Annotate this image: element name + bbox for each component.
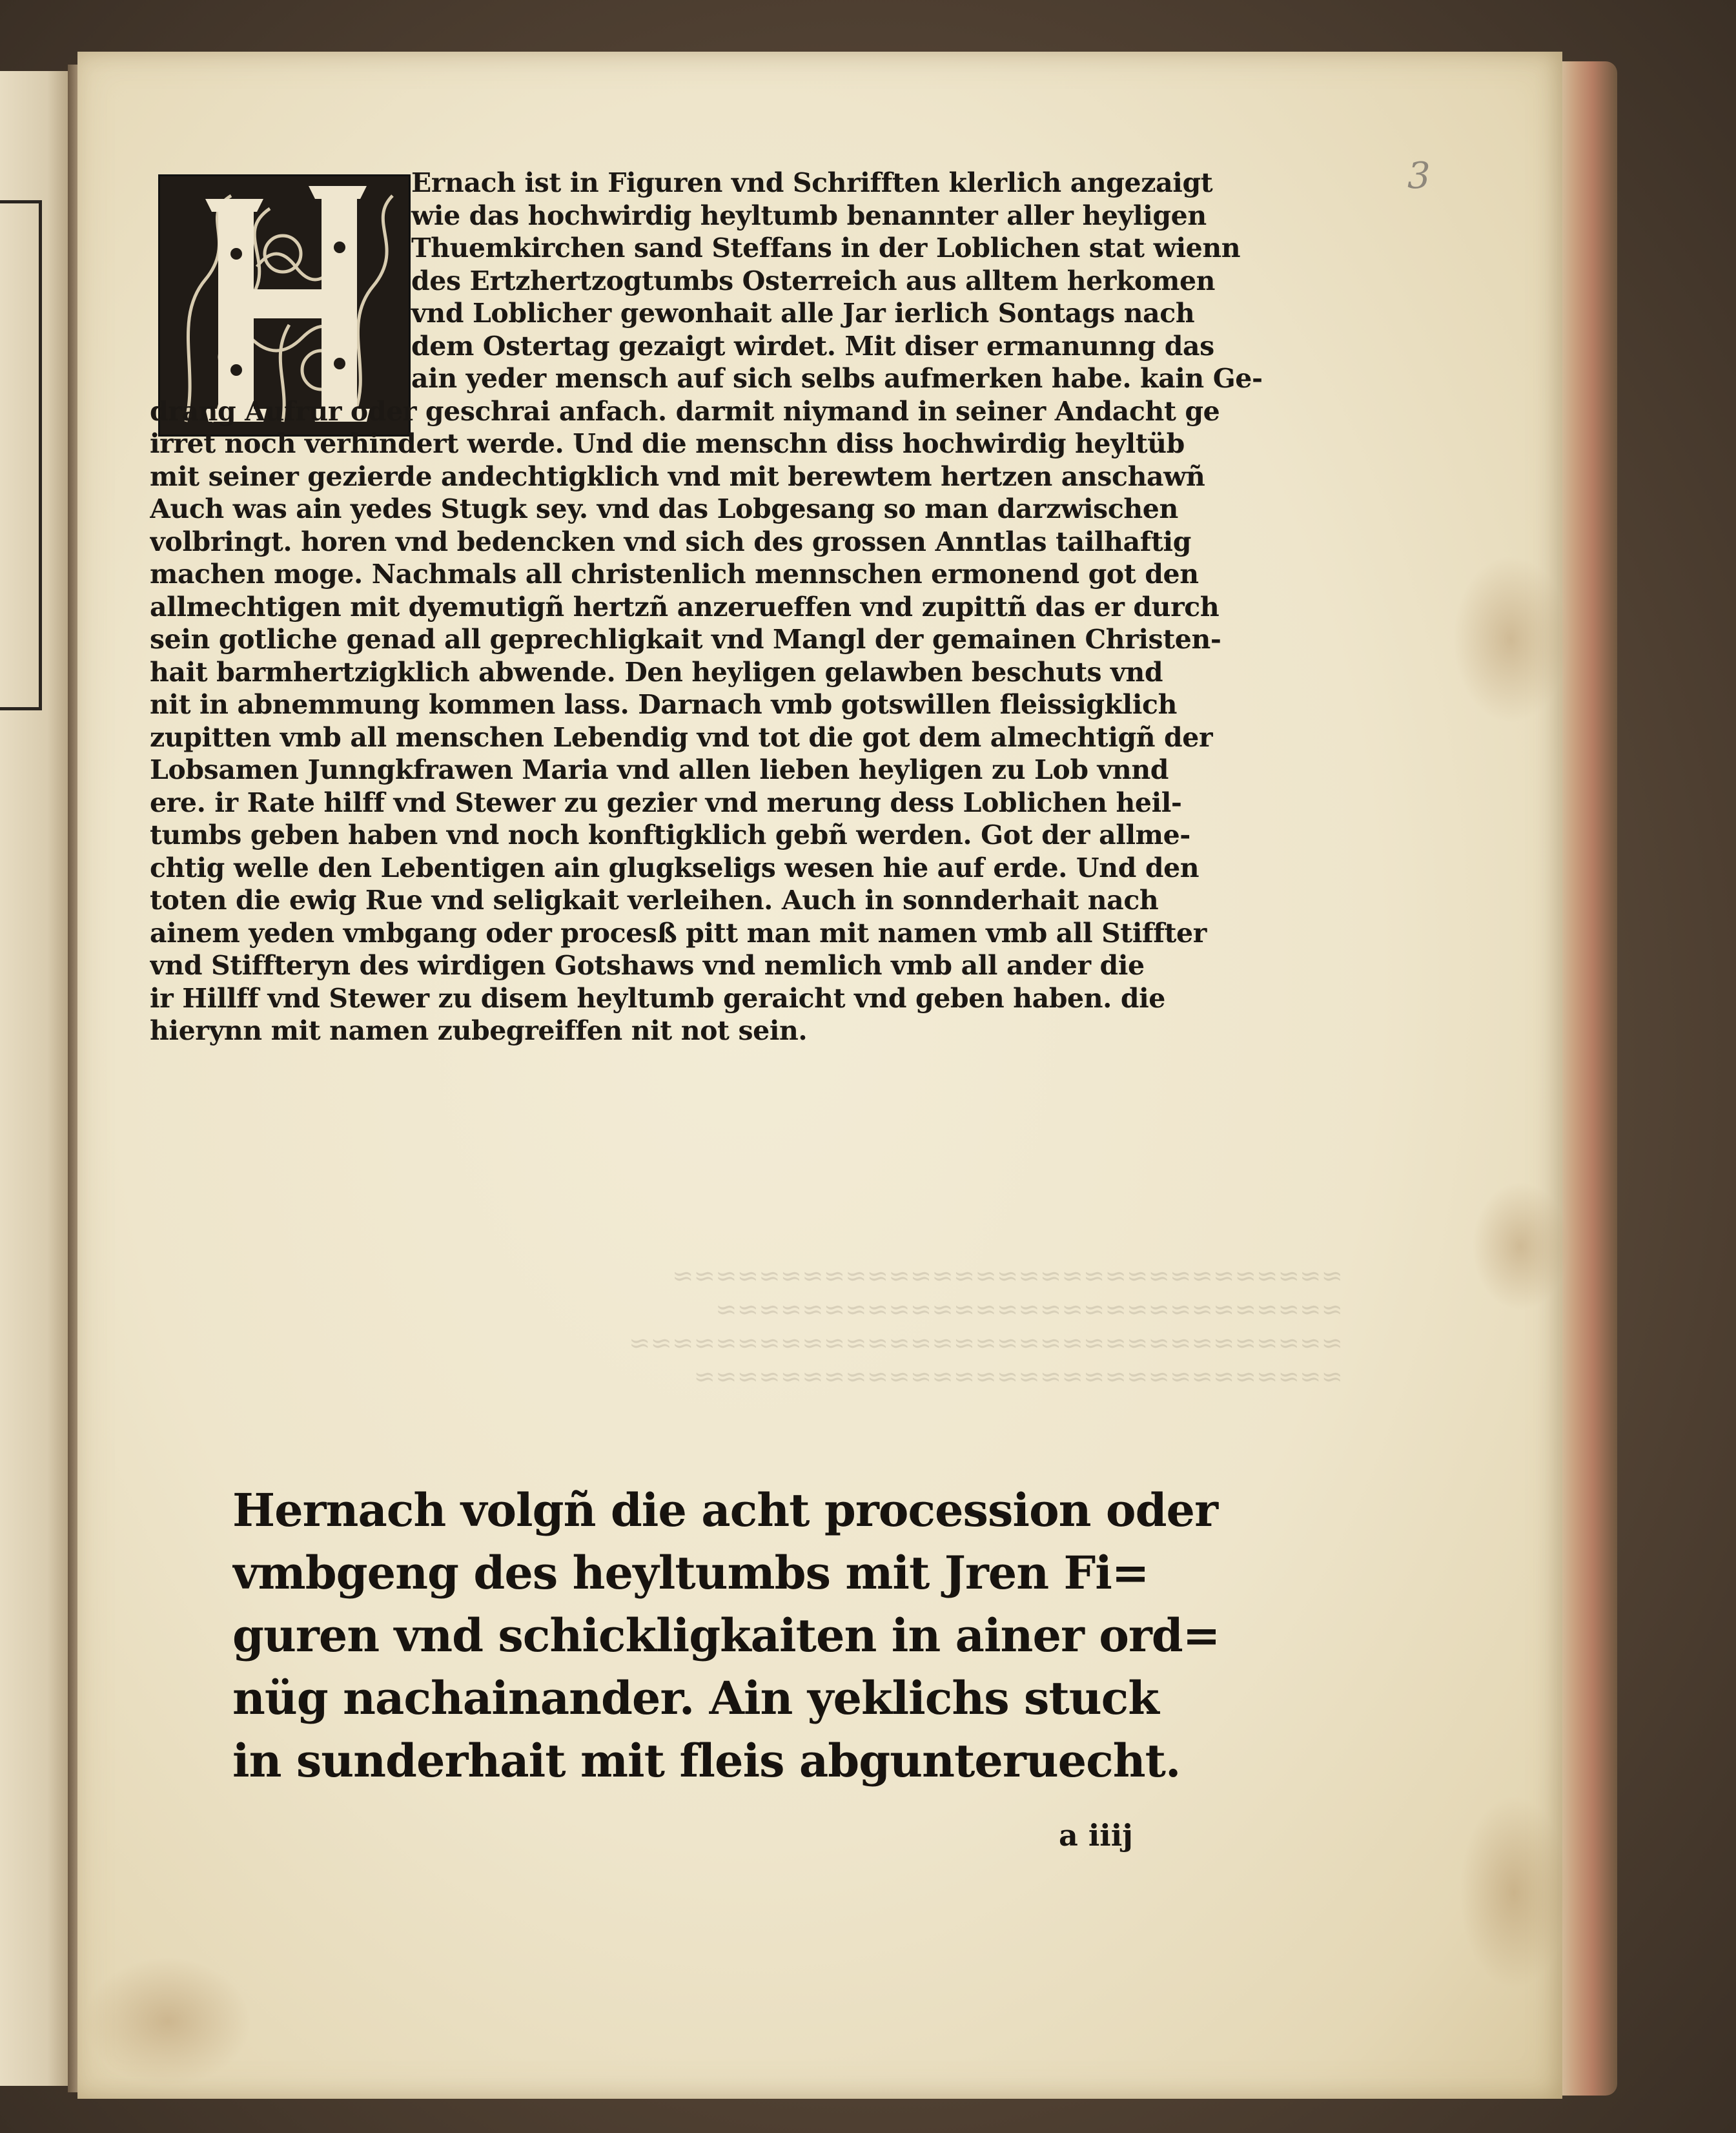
section-heading: [232, 1479, 1304, 1792]
text-line: chtig welle den Lebentigen ain glugkseligs wesen hie auf erde. Und den: [150, 852, 1200, 883]
text-line: ain yeder mensch auf sich selbs aufmerken habe. kain Ge-: [411, 363, 1263, 394]
text-line: vnd Stiffteryn des wirdigen Gotshaws vnd nemlich vmb all ander die: [150, 950, 1145, 981]
text-line: machen moge. Nachmals all christenlich mennschen ermonend got den: [150, 559, 1199, 590]
heading-line: vmbgeng des heyltumbs mit Jren Fi=: [232, 1546, 1149, 1600]
page-fore-edge: [1556, 61, 1617, 2096]
heading-line: nüg nachainander. Ain yeklichs stuck: [232, 1671, 1159, 1725]
signature-mark: a iiij: [1059, 1818, 1133, 1853]
heading-line: guren vnd schickligkaiten in ainer ord=: [232, 1609, 1220, 1662]
heading-line: in sunderhait mit fleis abgunteruecht.: [232, 1734, 1181, 1788]
foxing-stain: [84, 1957, 252, 2086]
foxing-stain: [1472, 1182, 1569, 1311]
text-line: zupitten vmb all menschen Lebendig vnd tot die got dem almechtigñ der: [150, 721, 1213, 753]
text-line: nit in abnemmung kommen lass. Darnach vmb gotswillen fleissigklich: [150, 689, 1177, 720]
text-line: Thuemkirchen sand Steffans in der Loblichen stat wienn: [411, 232, 1241, 263]
text-line: drang Aufrur oder geschrai anfach. darmit niymand in seiner Andacht ge: [150, 395, 1220, 427]
foxing-stain: [1459, 1795, 1569, 1989]
text-line: des Ertzhertzogtumbs Osterreich aus alltem herkomen: [411, 265, 1216, 296]
foxing-stain: [1453, 555, 1569, 723]
text-line: tumbs geben haben vnd noch konftigklich gebñ werden. Got der allme-: [150, 819, 1190, 850]
text-line: toten die ewig Rue vnd seligkait verleihen. Auch in sonnderhait nach: [150, 885, 1159, 916]
facing-page-frame: [0, 200, 42, 710]
heading-line: Hernach volgñ die acht procession oder: [232, 1483, 1218, 1537]
text-line: vnd Loblicher gewonhait alle Jar ierlich Sontags nach: [411, 298, 1195, 329]
text-line: mit seiner gezierde andechtigklich vnd mit berewtem hertzen anschawñ: [150, 460, 1205, 492]
body-paragraph: [150, 167, 1351, 1047]
text-line: Ernach ist in Figuren vnd Schrifften klerlich angezaigt: [411, 167, 1213, 198]
text-line: hierynn mit namen zubegreiffen nit not sein.: [150, 1015, 808, 1046]
text-line: ir Hillff vnd Stewer zu disem heyltumb geraicht vnd geben haben. die: [150, 982, 1165, 1014]
text-line: ainem yeden vmbgang oder procesß pitt man mit namen vmb all Stiffter: [150, 917, 1207, 949]
text-line: sein gotliche genad all geprechligkait vnd Mangl der gemainen Christen-: [150, 624, 1221, 655]
text-line: ere. ir Rate hilff vnd Stewer zu gezier vnd merung dess Loblichen heil-: [150, 787, 1182, 818]
text-line: hait barmhertzigklich abwende. Den heyligen gelawben beschuts vnd: [150, 656, 1163, 688]
text-line: wie das hochwirdig heyltumb benannter aller heyligen: [411, 200, 1207, 231]
text-line: dem Ostertag gezaigt wirdet. Mit diser ermanunng das: [411, 330, 1214, 362]
text-line: Auch was ain yedes Stugk sey. vnd das Lobgesang so man darzwischen: [150, 493, 1178, 524]
handwritten-folio-note: 3: [1407, 155, 1431, 197]
text-line: volbringt. horen vnd bedencken vnd sich des grossen Anntlas tailhaftig: [150, 526, 1191, 557]
text-line: Lobsamen Junngkfrawen Maria vnd allen lieben heyligen zu Lob vnnd: [150, 754, 1169, 785]
facing-page-edge: [0, 71, 70, 2086]
text-line: allmechtigen mit dyemutigñ hertzñ anzerueffen vnd zupittñ das er durch: [150, 591, 1220, 623]
show-through-text: ≈≈≈≈≈≈≈≈≈≈≈≈≈≈≈≈≈≈≈≈≈≈≈≈≈≈≈≈≈≈≈ ≈≈≈≈≈≈≈≈≈≈≈≈≈≈≈≈≈≈≈≈≈≈≈≈≈≈≈≈≈ ≈≈≈≈≈≈≈≈≈≈≈≈≈≈≈≈≈≈≈≈≈≈≈≈≈≈≈≈≈≈≈≈≈ ≈≈≈≈≈≈≈≈≈≈≈≈≈≈≈≈≈≈≈≈≈≈≈≈≈≈≈≈≈≈: [628, 1261, 1343, 1392]
text-line: irret noch verhindert werde. Und die menschn diss hochwirdig heyltüb: [150, 428, 1185, 459]
